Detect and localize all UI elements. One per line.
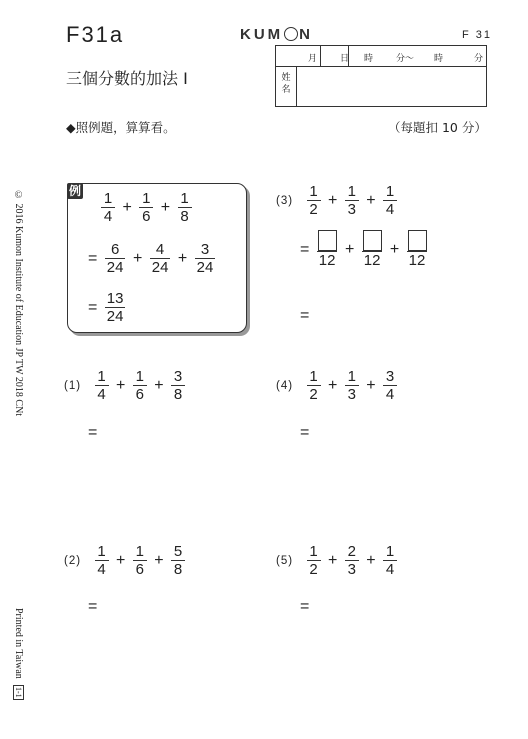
equals-sign: = xyxy=(88,249,98,267)
logo-text-right: N xyxy=(299,26,314,43)
fraction xyxy=(345,543,359,578)
equals-sign: = xyxy=(300,424,310,441)
fraction-with-blank xyxy=(407,230,428,269)
page-title: 三個分數的加法 I xyxy=(66,69,188,88)
denominator: 2 xyxy=(309,201,318,218)
plus-sign: + xyxy=(160,198,171,216)
worksheet-code: F31a xyxy=(66,22,125,47)
plus-sign: + xyxy=(154,551,164,569)
example-problem xyxy=(100,190,193,225)
numerator: 1 xyxy=(385,183,395,200)
date-name-box xyxy=(275,45,487,107)
hour-end-label: 時 xyxy=(434,54,444,64)
problem-1 xyxy=(64,368,186,403)
printed-text: Printed in Taiwan xyxy=(13,608,24,679)
fraction xyxy=(383,368,397,403)
problem-3-step-1 xyxy=(298,230,428,269)
numerator: 1 xyxy=(309,183,318,200)
denominator: 12 xyxy=(318,252,336,269)
numerator: 1 xyxy=(347,183,356,200)
numerator: 2 xyxy=(347,543,356,560)
scoring-note: （每題扣 10 分） xyxy=(388,120,487,135)
denominator: 24 xyxy=(106,259,124,276)
minute-end-label: 分 xyxy=(474,54,484,64)
denominator: 6 xyxy=(135,386,144,403)
denominator: 4 xyxy=(97,386,106,403)
logo-text-left: KUM xyxy=(240,26,284,43)
denominator: 24 xyxy=(196,259,214,276)
equals-sign: = xyxy=(300,240,310,258)
numerator: 1 xyxy=(309,543,318,560)
numerator: 3 xyxy=(173,368,183,385)
plus-sign: + xyxy=(366,551,376,569)
numerator-answer-box[interactable] xyxy=(363,230,382,251)
plus-sign: + xyxy=(327,376,338,394)
kumon-logo xyxy=(240,26,313,43)
numerator: 3 xyxy=(200,241,210,258)
numerator: 1 xyxy=(180,190,189,207)
copyright-text: © 2016 Kumon Institute of Education JP TW 2018 CNt xyxy=(13,190,24,417)
fraction xyxy=(307,543,321,578)
denominator: 8 xyxy=(180,208,189,225)
fraction xyxy=(95,368,109,403)
minute-start-label: 分～ xyxy=(396,54,415,64)
denominator: 4 xyxy=(97,561,106,578)
problem-number: (3) xyxy=(276,194,294,207)
numerator: 1 xyxy=(135,368,144,385)
denominator: 4 xyxy=(385,201,395,218)
plus-sign: + xyxy=(327,191,338,209)
denominator: 3 xyxy=(347,386,356,403)
problem-number: (1) xyxy=(64,379,82,392)
denominator: 2 xyxy=(309,386,318,403)
fraction xyxy=(101,190,115,225)
numerator: 1 xyxy=(103,190,113,207)
name-label-top: 姓 xyxy=(281,73,291,83)
numerator: 1 xyxy=(97,368,106,385)
problem-3-answer-line xyxy=(298,307,311,325)
divider xyxy=(348,46,349,66)
numerator: 3 xyxy=(385,368,395,385)
fraction xyxy=(133,368,147,403)
page-code: F 31 xyxy=(462,29,493,41)
fraction xyxy=(383,543,397,578)
numerator: 4 xyxy=(155,241,165,258)
fraction xyxy=(150,241,171,276)
plus-sign: + xyxy=(389,240,400,258)
denominator: 3 xyxy=(347,201,356,218)
problem-number: (4) xyxy=(276,379,294,392)
fraction xyxy=(195,241,216,276)
date-time-row xyxy=(276,46,486,67)
problem-5-answer-line xyxy=(298,598,311,616)
problem-4 xyxy=(276,368,398,403)
denominator: 24 xyxy=(106,308,124,325)
problem-number: (5) xyxy=(276,554,294,567)
denominator: 4 xyxy=(103,208,113,225)
denominator: 2 xyxy=(309,561,318,578)
fraction xyxy=(139,190,153,225)
equals-sign: = xyxy=(88,424,98,441)
problem-1-answer-line xyxy=(86,424,99,442)
problem-3 xyxy=(276,183,398,218)
fraction xyxy=(105,241,126,276)
denominator: 24 xyxy=(151,259,169,276)
fraction xyxy=(307,368,321,403)
day-label: 日 xyxy=(340,54,350,64)
example-step-1 xyxy=(86,241,216,276)
hour-start-label: 時 xyxy=(364,54,374,64)
fraction xyxy=(345,183,359,218)
denominator: 6 xyxy=(142,208,151,225)
numerator: 1 xyxy=(347,368,356,385)
denominator: 6 xyxy=(135,561,144,578)
logo-circle-icon xyxy=(284,27,298,41)
denominator: 12 xyxy=(408,252,426,269)
divider xyxy=(320,46,321,66)
problem-4-answer-line xyxy=(298,424,311,442)
plus-sign: + xyxy=(327,551,338,569)
denominator: 4 xyxy=(385,386,395,403)
denominator: 8 xyxy=(173,386,183,403)
fraction xyxy=(178,190,192,225)
equals-sign: = xyxy=(88,298,98,316)
plus-sign: + xyxy=(122,198,132,216)
denominator: 4 xyxy=(385,561,395,578)
month-label: 月 xyxy=(308,54,318,64)
denominator: 12 xyxy=(363,252,381,269)
plus-sign: + xyxy=(154,376,164,394)
example-step-2 xyxy=(86,290,126,325)
numerator: 1 xyxy=(309,368,318,385)
fraction-with-blank xyxy=(317,230,338,269)
example-label: 例 xyxy=(68,184,81,198)
numerator: 1 xyxy=(97,543,106,560)
plus-sign: + xyxy=(177,249,188,267)
equals-sign: = xyxy=(300,307,310,324)
numerator: 13 xyxy=(106,290,124,307)
plus-sign: + xyxy=(366,191,376,209)
numerator: 1 xyxy=(135,543,144,560)
plus-sign: + xyxy=(366,376,376,394)
numerator-answer-box[interactable] xyxy=(408,230,427,251)
name-label-cell xyxy=(276,66,297,106)
plus-sign: + xyxy=(132,249,143,267)
instruction-text: ◆照例題，算算看。 xyxy=(66,120,176,135)
name-label-bottom: 名 xyxy=(281,85,291,95)
fraction xyxy=(171,368,185,403)
fraction xyxy=(133,543,147,578)
problem-5 xyxy=(276,543,398,578)
printed-in-note xyxy=(10,608,24,700)
plus-sign: + xyxy=(115,376,126,394)
fraction xyxy=(105,290,126,325)
equals-sign: = xyxy=(88,598,98,615)
numerator-answer-box[interactable] xyxy=(318,230,337,251)
fraction xyxy=(345,368,359,403)
problem-2 xyxy=(64,543,186,578)
problem-number: (2) xyxy=(64,554,82,567)
fraction xyxy=(383,183,397,218)
equals-sign: = xyxy=(300,598,310,615)
numerator: 1 xyxy=(142,190,151,207)
fraction-with-blank xyxy=(362,230,383,269)
denominator: 3 xyxy=(347,561,356,578)
print-badge: 1-1 xyxy=(14,687,23,698)
plus-sign: + xyxy=(115,551,126,569)
problem-2-answer-line xyxy=(86,598,99,616)
numerator: 1 xyxy=(385,543,395,560)
denominator: 8 xyxy=(173,561,183,578)
numerator: 5 xyxy=(173,543,183,560)
fraction xyxy=(307,183,321,218)
fraction xyxy=(95,543,109,578)
numerator: 6 xyxy=(110,241,120,258)
plus-sign: + xyxy=(344,240,355,258)
fraction xyxy=(171,543,185,578)
